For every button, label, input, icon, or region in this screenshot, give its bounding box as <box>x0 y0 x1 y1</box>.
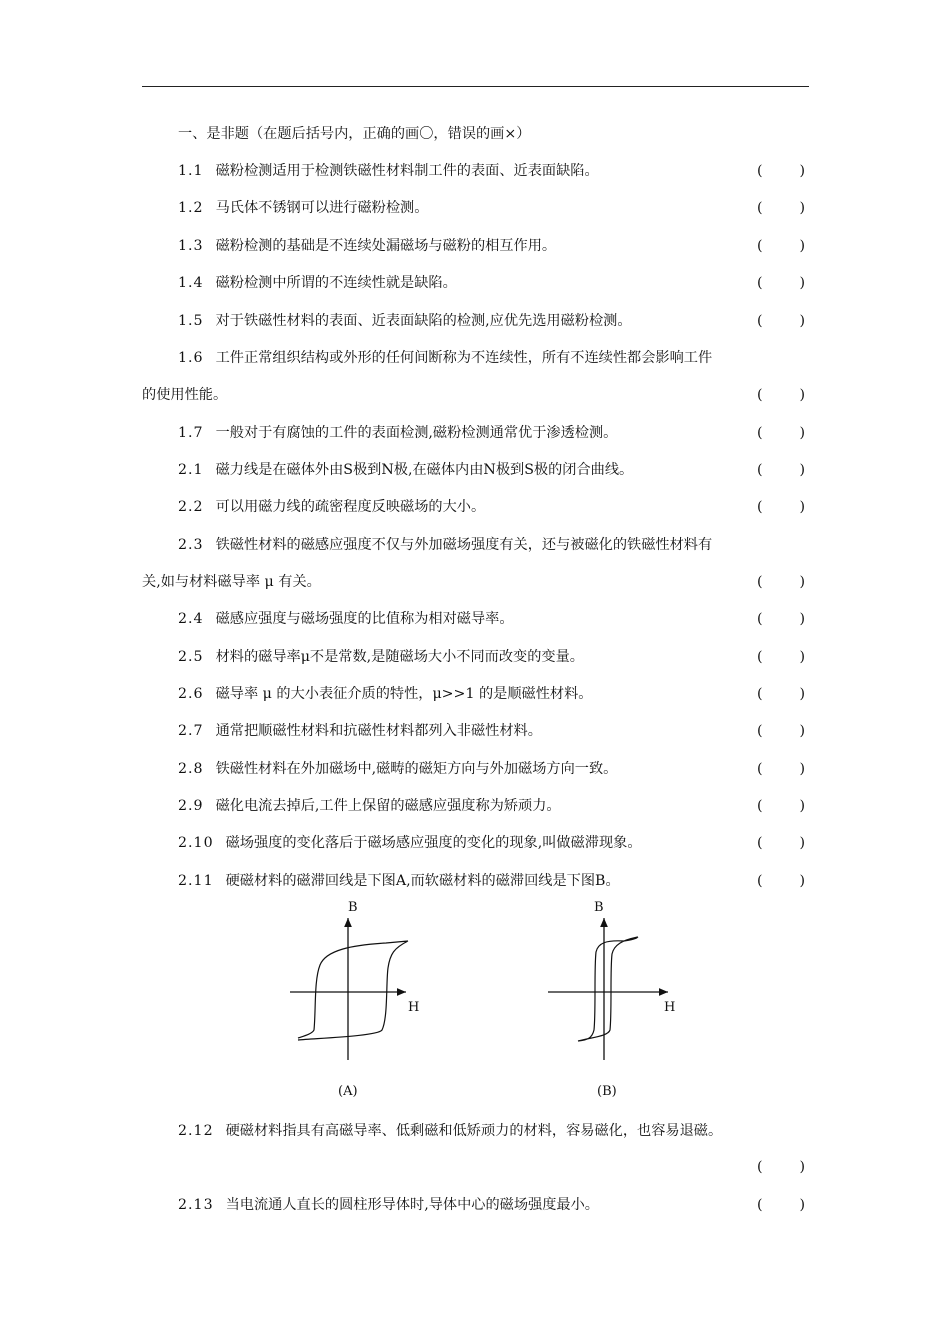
question-number: 2.10 <box>178 835 214 851</box>
close-paren: ) <box>799 387 805 403</box>
answer-parentheses[interactable] <box>757 871 805 891</box>
hysteresis-figure-b <box>540 910 690 1070</box>
question-1-6-continuation: 的使用性能。 <box>142 387 228 403</box>
question-text: 可以用磁力线的疏密程度反映磁场的大小。 <box>215 499 486 515</box>
figure-a-x-label: H <box>408 1000 420 1015</box>
question-text: 磁力线是在磁体外由S极到N极,在磁体内由N极到S极的闭合曲线。 <box>215 462 634 478</box>
answer-parentheses[interactable] <box>757 572 805 592</box>
header-rule <box>142 86 809 87</box>
close-paren: ) <box>799 163 805 179</box>
open-paren: ( <box>757 1159 763 1175</box>
section-title: 一、是非题（在题后括号内，正确的画〇，错误的画×） <box>178 126 531 142</box>
close-paren: ) <box>799 835 805 851</box>
open-paren: ( <box>757 873 763 889</box>
answer-parentheses[interactable] <box>757 1195 805 1215</box>
question-text: 磁粉检测适用于检测铁磁性材料制工件的表面、近表面缺陷。 <box>215 163 599 179</box>
question-1-6 <box>178 348 712 368</box>
question-text: 硬磁材料指具有高磁导率、低剩磁和低矫顽力的材料，容易磁化，也容易退磁。 <box>225 1123 723 1139</box>
question-number: 2.4 <box>178 611 204 627</box>
answer-parentheses[interactable] <box>757 609 805 629</box>
question-number: 2.12 <box>178 1123 214 1139</box>
open-paren: ( <box>757 499 763 515</box>
answer-parentheses[interactable] <box>757 198 805 218</box>
question-2-3-continuation: 关,如与材料磁导率 μ 有关。 <box>142 574 321 590</box>
question-text: 磁导率 μ 的大小表征介质的特性，μ>>1 的是顺磁性材料。 <box>215 686 593 702</box>
question-text: 铁磁性材料的磁感应强度不仅与外加磁场强度有关，还与被磁化的铁磁性材料有 <box>215 537 713 553</box>
open-paren: ( <box>757 238 763 254</box>
question-text: 硬磁材料的磁滞回线是下图A,而软磁材料的磁滞回线是下图B。 <box>225 873 620 889</box>
open-paren: ( <box>757 723 763 739</box>
answer-parentheses[interactable] <box>757 721 805 741</box>
question-number: 2.11 <box>178 873 214 889</box>
answer-parentheses[interactable] <box>757 273 805 293</box>
close-paren: ) <box>799 574 805 590</box>
close-paren: ) <box>799 611 805 627</box>
question-number: 1.3 <box>178 238 204 254</box>
question-number: 1.5 <box>178 313 204 329</box>
close-paren: ) <box>799 200 805 216</box>
open-paren: ( <box>757 313 763 329</box>
hysteresis-loop-b <box>578 937 638 1041</box>
question-1-5 <box>178 311 632 331</box>
open-paren: ( <box>757 686 763 702</box>
open-paren: ( <box>757 1197 763 1213</box>
question-2-9 <box>178 796 561 816</box>
close-paren: ) <box>799 425 805 441</box>
question-2-1 <box>178 460 633 480</box>
question-number: 1.1 <box>178 163 204 179</box>
open-paren: ( <box>757 200 763 216</box>
question-number: 2.1 <box>178 462 204 478</box>
close-paren: ) <box>799 723 805 739</box>
question-number: 2.8 <box>178 761 204 777</box>
question-text: 磁场强度的变化落后于磁场感应强度的变化的现象,叫做磁滞现象。 <box>225 835 642 851</box>
hysteresis-loop-a <box>298 941 408 1040</box>
question-number: 1.6 <box>178 350 204 366</box>
question-2-6 <box>178 684 592 704</box>
open-paren: ( <box>757 275 763 291</box>
close-paren: ) <box>799 462 805 478</box>
question-text: 工件正常组织结构或外形的任何间断称为不连续性，所有不连续性都会影响工件 <box>215 350 713 366</box>
question-2-2 <box>178 497 485 517</box>
close-paren: ) <box>799 761 805 777</box>
question-number: 2.5 <box>178 649 204 665</box>
question-text: 磁粉检测的基础是不连续处漏磁场与磁粉的相互作用。 <box>215 238 557 254</box>
question-2-13 <box>178 1195 599 1215</box>
question-1-1 <box>178 161 599 181</box>
answer-parentheses[interactable] <box>757 385 805 405</box>
question-number: 2.6 <box>178 686 204 702</box>
answer-parentheses[interactable] <box>757 796 805 816</box>
answer-parentheses[interactable] <box>757 497 805 517</box>
figure-b-y-label: B <box>594 900 604 915</box>
figure-a-y-label: B <box>348 900 358 915</box>
question-number: 1.4 <box>178 275 204 291</box>
open-paren: ( <box>757 649 763 665</box>
open-paren: ( <box>757 163 763 179</box>
question-number: 2.7 <box>178 723 204 739</box>
question-2-11 <box>178 871 620 891</box>
figure-a-caption: (A) <box>338 1084 358 1099</box>
question-2-3 <box>178 535 712 555</box>
open-paren: ( <box>757 798 763 814</box>
close-paren: ) <box>799 798 805 814</box>
answer-parentheses[interactable] <box>757 311 805 331</box>
question-text: 当电流通人直长的圆柱形导体时,导体中心的磁场强度最小。 <box>225 1197 599 1213</box>
open-paren: ( <box>757 462 763 478</box>
answer-parentheses[interactable] <box>757 423 805 443</box>
close-paren: ) <box>799 873 805 889</box>
question-text: 马氏体不锈钢可以进行磁粉检测。 <box>215 200 429 216</box>
hysteresis-figure-a <box>282 910 432 1070</box>
question-number: 2.13 <box>178 1197 214 1213</box>
question-text: 磁感应强度与磁场强度的比值称为相对磁导率。 <box>215 611 514 627</box>
question-2-4 <box>178 609 514 629</box>
answer-parentheses[interactable] <box>757 647 805 667</box>
answer-parentheses[interactable] <box>757 1157 805 1177</box>
question-text: 铁磁性材料在外加磁场中,磁畴的磁矩方向与外加磁场方向一致。 <box>215 761 618 777</box>
question-number: 2.9 <box>178 798 204 814</box>
open-paren: ( <box>757 574 763 590</box>
answer-parentheses[interactable] <box>757 759 805 779</box>
question-text: 磁化电流去掉后,工件上保留的磁感应强度称为矫顽力。 <box>215 798 561 814</box>
question-2-10 <box>178 833 642 853</box>
close-paren: ) <box>799 1159 805 1175</box>
question-text: 磁粉检测中所谓的不连续性就是缺陷。 <box>215 275 457 291</box>
question-2-12 <box>178 1121 722 1141</box>
question-1-2 <box>178 198 428 218</box>
open-paren: ( <box>757 835 763 851</box>
answer-parentheses[interactable] <box>757 833 805 853</box>
answer-parentheses[interactable] <box>757 460 805 480</box>
question-1-7 <box>178 423 617 443</box>
answer-parentheses[interactable] <box>757 236 805 256</box>
answer-parentheses[interactable] <box>757 684 805 704</box>
open-paren: ( <box>757 611 763 627</box>
question-number: 2.2 <box>178 499 204 515</box>
question-number: 2.3 <box>178 537 204 553</box>
open-paren: ( <box>757 425 763 441</box>
question-number: 1.7 <box>178 425 204 441</box>
question-2-8 <box>178 759 617 779</box>
close-paren: ) <box>799 499 805 515</box>
question-2-5 <box>178 647 584 667</box>
open-paren: ( <box>757 761 763 777</box>
question-1-3 <box>178 236 556 256</box>
close-paren: ) <box>799 238 805 254</box>
question-text: 一般对于有腐蚀的工件的表面检测,磁粉检测通常优于渗透检测。 <box>215 425 618 441</box>
close-paren: ) <box>799 686 805 702</box>
question-text: 材料的磁导率μ不是常数,是随磁场大小不同而改变的变量。 <box>215 649 584 665</box>
question-2-7 <box>178 721 542 741</box>
close-paren: ) <box>799 1197 805 1213</box>
question-text: 对于铁磁性材料的表面、近表面缺陷的检测,应优先选用磁粉检测。 <box>215 313 632 329</box>
open-paren: ( <box>757 387 763 403</box>
question-1-4 <box>178 273 457 293</box>
figure-b-x-label: H <box>664 1000 676 1015</box>
close-paren: ) <box>799 313 805 329</box>
close-paren: ) <box>799 649 805 665</box>
question-text: 通常把顺磁性材料和抗磁性材料都列入非磁性材料。 <box>215 723 542 739</box>
figure-b-caption: (B) <box>597 1084 617 1099</box>
question-number: 1.2 <box>178 200 204 216</box>
close-paren: ) <box>799 275 805 291</box>
answer-parentheses[interactable] <box>757 161 805 181</box>
